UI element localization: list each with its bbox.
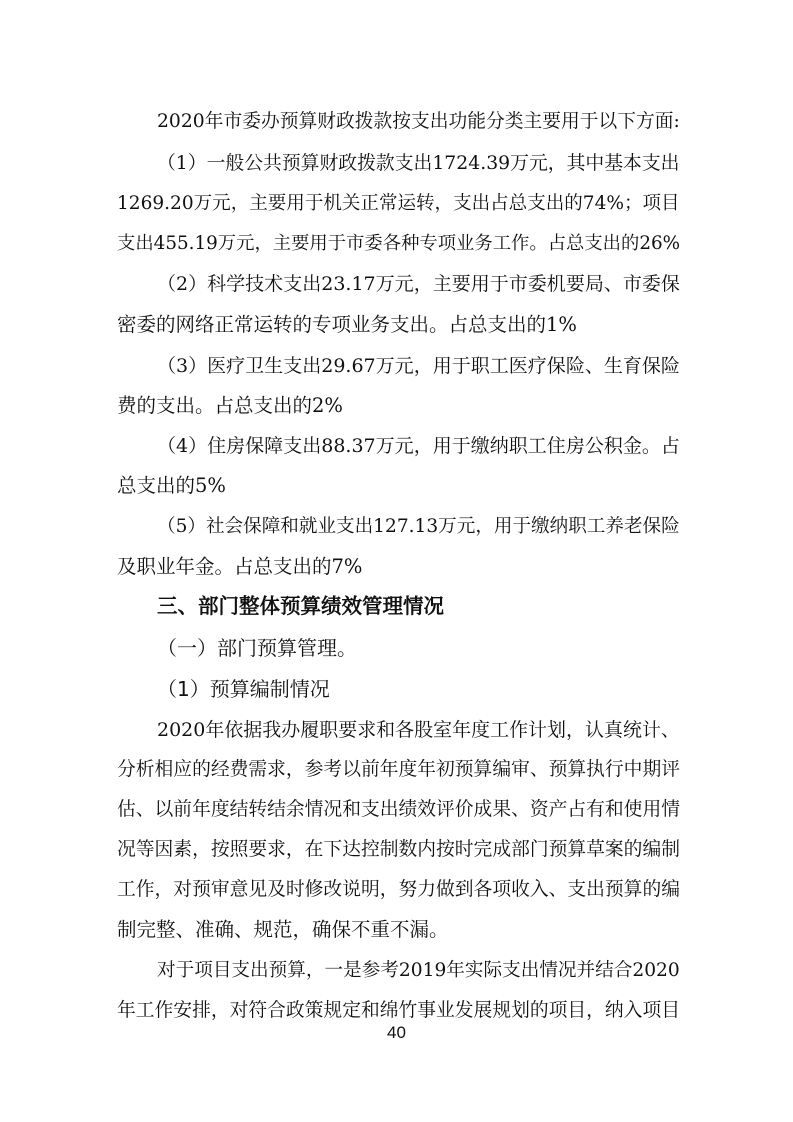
text-line: 密委的网络正常运转的专项业务支出。占总支出的1%: [117, 313, 577, 336]
text-line: 费的支出。占总支出的2%: [117, 394, 343, 417]
text-line: （1）一般公共预算财政拨款支出1724.39万元，其中基本支出: [157, 153, 680, 174]
text-line: 分析相应的经费需求，参考以前年度年初预算编审、预算执行中期评: [117, 759, 680, 780]
text-line: 工作，对预审意见及时修改说明，努力做到各项收入、支出预算的编: [117, 879, 680, 900]
section-heading: 三、部门整体预算绩效管理情况: [157, 594, 444, 618]
item-heading: （1）预算编制情况: [157, 677, 330, 701]
text-line: （5）社会保障和就业支出127.13万元，用于缴纳职工养老保险: [157, 516, 680, 537]
text-line: 总支出的5%: [117, 474, 226, 497]
text-line: 年工作安排，对符合政策规定和绵竹事业发展规划的项目，纳入项目: [117, 1000, 680, 1021]
text-line: （3）医疗卫生支出29.67万元，用于职工医疗保险、生育保险: [157, 355, 680, 377]
text-line: 制完整、准确、规范，确保不重不漏。: [117, 918, 449, 941]
subsection-heading: （一）部门预算管理。: [157, 636, 357, 660]
page-number: 40: [387, 1023, 406, 1042]
text-line: （2）科学技术支出23.17万元，主要用于市委机要局、市委保: [157, 273, 680, 295]
text-line: 支出455.19万元，主要用于市委各种专项业务工作。占总支出的26%: [117, 233, 681, 254]
text-line: 2020年市委办预算财政拨款按支出功能分类主要用于以下方面:: [157, 111, 680, 132]
text-line: 1269.20万元，主要用于机关正常运转，支出占总支出的74%；项目: [117, 193, 680, 214]
text-line: （4）住房保障支出88.37万元，用于缴纳职工住房公积金。占: [157, 435, 680, 457]
text-line: 对于项目支出预算，一是参考2019年实际支出情况并结合2020: [157, 960, 680, 981]
text-line: 估、以前年度结转结余情况和支出绩效评价成果、资产占有和使用情: [117, 799, 680, 820]
text-line: 2020年依据我办履职要求和各股室年度工作计划，认真统计、: [157, 719, 680, 741]
text-line: 及职业年金。占总支出的7%: [117, 555, 363, 578]
text-line: 况等因素，按照要求，在下达控制数内按时完成部门预算草案的编制: [117, 839, 680, 860]
